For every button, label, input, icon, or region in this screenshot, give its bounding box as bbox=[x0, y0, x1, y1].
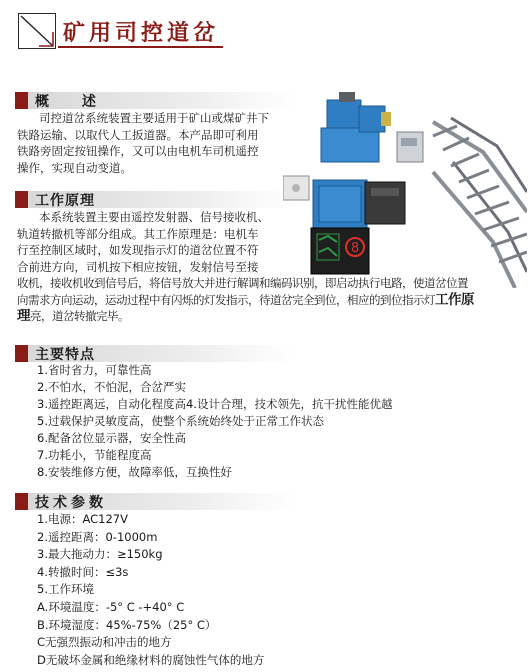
principle-line: 合前进方向，司机按下相应按钮，发射信号至接 bbox=[17, 259, 259, 274]
diagonal-logo-icon bbox=[19, 14, 55, 48]
feature-item: 1.省时省力，可靠性高 bbox=[37, 363, 152, 377]
feature-item: 5.过载保护灵敏度高，使整个系统始终处于正常工作状态 bbox=[37, 414, 324, 428]
display-digit: 8 bbox=[351, 241, 360, 256]
section-marker bbox=[15, 493, 28, 510]
page-title: 矿用司控道岔 bbox=[63, 20, 220, 46]
section-header-features bbox=[15, 345, 295, 362]
section-header-tech bbox=[15, 493, 295, 510]
tech-item: D无破坏金属和绝缘材料的腐蚀性气体的地方 bbox=[37, 652, 265, 667]
principle-wide-line: 收机，接收机收到信号后，将信号放大并进行解调和编码识别，即启动执行电路，使道岔位置 bbox=[17, 276, 468, 290]
receiver-box-illustration bbox=[365, 182, 405, 224]
section-marker bbox=[15, 92, 28, 109]
title-underline bbox=[58, 46, 223, 48]
section-marker bbox=[15, 345, 28, 362]
signal-display-panel bbox=[311, 228, 369, 274]
tech-item: 5.工作环境 bbox=[37, 582, 94, 597]
principle-line: 轨道转撤机等部分组成。其工作原理是：电机车 bbox=[17, 226, 259, 241]
principle-line: 行至控制区域时，如发现指示灯的道岔位置不符 bbox=[17, 243, 259, 257]
overview-line: 铁路旁固定按钮操作，又可以由电机车司机遥控 bbox=[17, 144, 259, 158]
feature-item: 6.配备岔位显示器，安全性高 bbox=[37, 431, 186, 445]
feature-item: 7.功耗小，节能程度高 bbox=[37, 448, 152, 462]
tech-item: 3.最大拖动力：≥150kg bbox=[37, 547, 163, 562]
controller-box-illustration bbox=[397, 132, 423, 162]
tech-item: B.环境湿度：45%-75%（25° C） bbox=[37, 617, 217, 632]
section-title-overview: 概 述 bbox=[35, 94, 110, 110]
product-photo bbox=[283, 92, 527, 288]
principle-wide-line-part: 亮，道岔转撤完毕。 bbox=[30, 309, 129, 323]
junction-box-illustration bbox=[313, 180, 367, 228]
principle-wide-line bbox=[17, 292, 527, 309]
principle-wide-line-part: 向需求方向运动，运动过程中有闪烁的灯发指示，待道岔完全到位，相应的到位指示灯 bbox=[17, 292, 435, 307]
overview-line: 铁路运输、以取代人工扳道器。本产品即可利用 bbox=[17, 127, 259, 142]
tech-item: 1.电源：AC127V bbox=[37, 512, 128, 526]
principle-wide-line bbox=[17, 308, 527, 325]
principle-text bbox=[17, 209, 287, 275]
tech-list bbox=[37, 511, 264, 669]
section-marker bbox=[15, 191, 28, 208]
principle-emphasis: 理 bbox=[17, 308, 30, 324]
section-header-overview bbox=[15, 92, 295, 109]
feature-item: 8.安装维修方便，故障率低，互换性好 bbox=[37, 465, 232, 479]
principle-line: 本系统装置主要由遥控发射器、信号接收机、 bbox=[39, 210, 269, 224]
overview-line: 司控道岔系统装置主要适用于矿山或煤矿井下 bbox=[39, 111, 269, 125]
section-title-principle: 工作原理 bbox=[35, 193, 95, 209]
section-title-tech: 技术参数 bbox=[35, 495, 107, 511]
feature-item: 3.遥控距离远，自动化程度高4.设计合理，技术领先，抗干扰性能优越 bbox=[37, 397, 393, 411]
tech-item: 4.转撤时间：≤3s bbox=[37, 564, 129, 579]
tech-item: A.环境温度：-5° C -+40° C bbox=[37, 599, 185, 614]
logo-box bbox=[18, 13, 56, 49]
tech-item: 2.遥控距离：0-1000m bbox=[37, 529, 158, 544]
overview-text bbox=[17, 110, 287, 176]
overview-line: 操作，实现自动变道。 bbox=[17, 160, 132, 175]
switch-box-illustration bbox=[283, 176, 309, 200]
rail-track-illustration bbox=[433, 118, 527, 288]
principle-emphasis: 工作原 bbox=[435, 291, 474, 308]
section-header-principle bbox=[15, 191, 295, 208]
features-list bbox=[37, 362, 392, 481]
hydraulic-unit-illustration bbox=[321, 92, 391, 162]
feature-item: 2.不怕水，不怕泥，合岔严实 bbox=[37, 380, 186, 394]
tech-item: C无强烈振动和冲击的地方 bbox=[37, 635, 172, 650]
section-title-features: 主要特点 bbox=[35, 347, 95, 363]
